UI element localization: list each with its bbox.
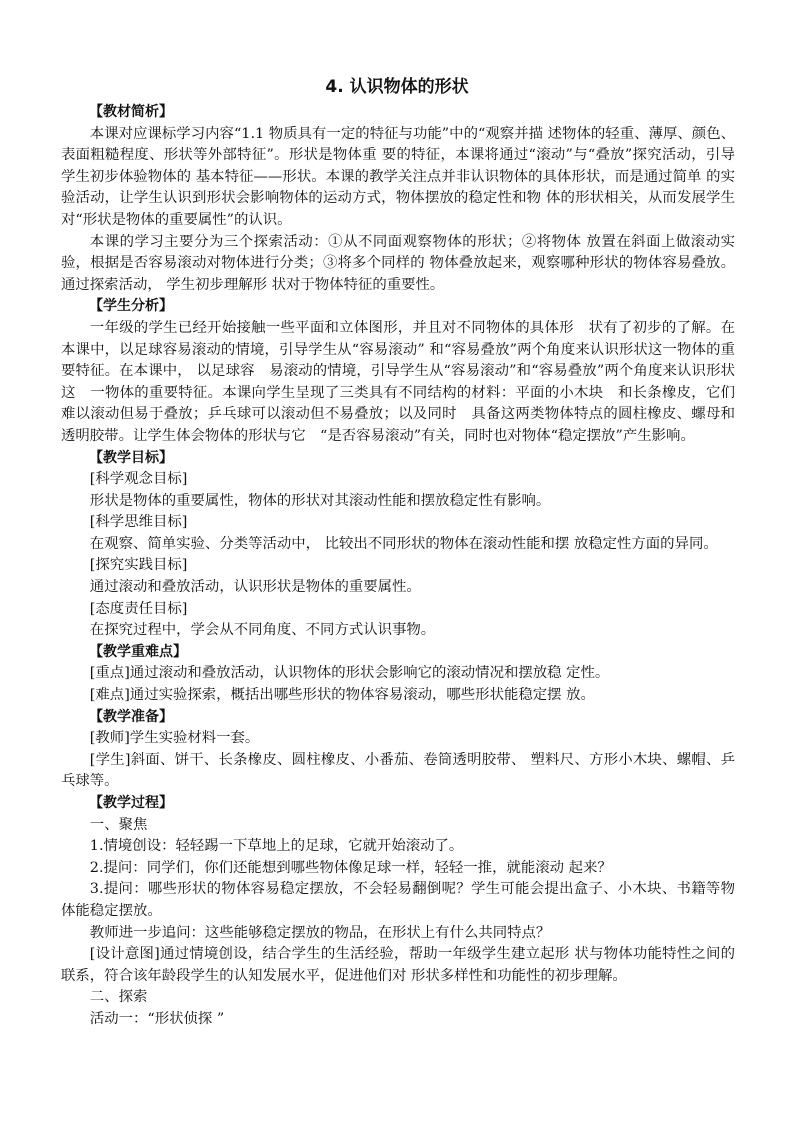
page-title: 4. 认识物体的形状 <box>325 77 469 97</box>
document-body <box>61 102 735 1031</box>
paragraph: 形状是物体的重要属性，物体的形状对其滚动性能和摆放稳定性有影响。 <box>89 492 551 509</box>
sub-heading: [科学思维目标] <box>89 514 188 531</box>
sub-heading: [态度责任目标] <box>89 600 188 617</box>
paragraph: 3.提问：哪些形状的物体容易稳定摆放，不会轻易翻倒呢？学生可能会提出盒子、小木块、书籍等物体能稳定摆放。 <box>61 881 735 919</box>
paragraph: 一年级的学生已经开始接触一些平面和立体图形，并且对不同物体的具体形 状有了初步的了解。在本课中，以足球容易滚动的情境，引导学生从“容易滚动” 和“容易叠放”两个角度来认识形状这一物体的重要特征。在本课中， 以足球容 易滚动的情境，引导学生从“容易滚动”和“容易叠放”两个角度来认识形状这 一物体的重要特征。本课向学生呈现了三类具有不同结构的材料：平面的小木块 和长条橡皮，它们难以滚动但易于叠放；乒乓球可以滚动但不易叠放；以及同时 具备这两类物体特点的圆柱橡皮、螺母和透明胶带。让学生体会物体的形状与它 “是否容易滚动”有关，同时也对物体“稳定摆放”产生影响。 <box>61 319 735 444</box>
paragraph: 在观察、简单实验、分类等活动中， 比较出不同形状的物体在滚动性能和摆 放稳定性方面的异同。 <box>89 535 718 552</box>
sub-heading: 二、探索 <box>89 989 148 1006</box>
paragraph: 在探究过程中，学会从不同角度、不同方式认识事物。 <box>89 622 436 639</box>
section-heading: 【教学过程】 <box>89 795 173 811</box>
paragraph: 2.提问：同学们，你们还能想到哪些物体像足球一样，轻轻一推，就能滚动 起来？ <box>89 859 612 876</box>
section-heading: 【教学目标】 <box>89 449 173 466</box>
section-heading: 【学生分析】 <box>89 298 173 315</box>
paragraph: 活动一：“形状侦探 ” <box>89 1010 225 1027</box>
paragraph: [难点]通过实验探索，概括出哪些形状的物体容易滚动，哪些形状能稳定摆 放。 <box>89 687 595 704</box>
sub-heading: 一、聚焦 <box>89 816 148 833</box>
paragraph: 通过滚动和叠放活动，认识形状是物体的重要属性。 <box>89 579 421 596</box>
paragraph: [设计意图]通过情境创设，结合学生的生活经验，帮助一年级学生建立起形 状与物体功能特性之间的联系，符合该年龄段学生的认知发展水平，促进他们对 形状多样性和功能性的初步理解。 <box>61 946 735 984</box>
sub-heading: [探究实践目标] <box>89 557 188 574</box>
paragraph: 教师进一步追问：这些能够稳定摆放的物品，在形状上有什么共同特点？ <box>89 924 551 941</box>
paragraph: 1.情境创设：轻轻踢一下草地上的足球，它就开始滚动了。 <box>89 838 464 855</box>
paragraph: 本课的学习主要分为三个探索活动：①从不同面观察物体的形状；②将物体 放置在斜面上做滚动实验，根据是否容易滚动对物体进行分类；③将多个同样的 物体叠放起来，观察哪种形状的物体容易叠放。通过探索活动， 学生初步理解形 状对于物体特征的重要性。 <box>61 233 735 293</box>
section-heading: 【教学准备】 <box>89 708 173 725</box>
paragraph: [重点]通过滚动和叠放活动，认识物体的形状会影响它的滚动情况和摆放稳 定性。 <box>89 665 610 682</box>
paragraph: [教师]学生实验材料一套。 <box>89 730 260 747</box>
sub-heading: [科学观念目标] <box>89 471 188 488</box>
section-heading: 【教学重难点】 <box>89 643 187 660</box>
section-heading: 【教材简析】 <box>89 104 173 120</box>
paragraph: 本课对应课标学习内容“1.1 物质具有一定的特征与功能”中的“观察并描 述物体的轻重、薄厚、颜色、表面粗糙程度、形状等外部特征”。形状是物体重 要的特征，本课将通过“滚动”与“叠放”探究活动，引导学生初步体验物体的 基本特征——形状。本课的教学关注点并非认识物体的具体形状，而是通过简单 的实验活动，让学生认识到形状会影响物体的运动方式，物体摆放的稳定性和物 体的形状相关，从而发展学生对“形状是物体的重要属性”的认识。 <box>61 125 735 228</box>
paragraph: [学生]斜面、饼干、长条橡皮、圆柱橡皮、小番茄、卷筒透明胶带、 塑料尺、方形小木块、螺帽、乒乓球等。 <box>61 751 735 790</box>
